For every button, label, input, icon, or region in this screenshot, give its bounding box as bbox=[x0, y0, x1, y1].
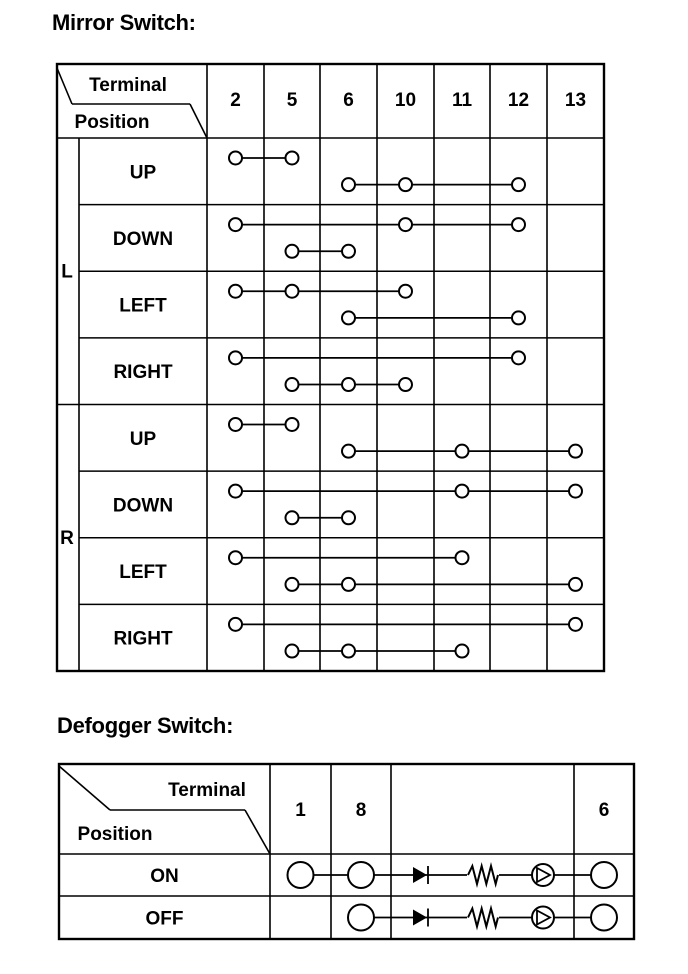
terminal-circle-12 bbox=[512, 351, 525, 364]
terminal-circle-6 bbox=[342, 311, 355, 324]
position-label: UP bbox=[129, 428, 157, 450]
terminal-circle-11 bbox=[456, 645, 469, 658]
terminal-circle-1 bbox=[288, 862, 314, 888]
header-diagonal bbox=[57, 68, 72, 104]
position-label: ON bbox=[150, 866, 179, 887]
terminal-circle-11 bbox=[456, 551, 469, 564]
terminal-header-6: 6 bbox=[343, 90, 354, 111]
terminal-circle-2 bbox=[229, 618, 242, 631]
terminal-circle-2 bbox=[229, 485, 242, 498]
terminal-circle-6 bbox=[342, 578, 355, 591]
diode-icon bbox=[413, 910, 427, 926]
position-label: UP bbox=[129, 162, 157, 184]
position-label: DOWN bbox=[112, 495, 174, 517]
terminal-header-1: 1 bbox=[295, 800, 306, 821]
terminal-circle-5 bbox=[286, 151, 299, 164]
terminal-circle-5 bbox=[286, 418, 299, 431]
terminal-circle-10 bbox=[399, 285, 412, 298]
header-diagonal bbox=[59, 766, 110, 810]
position-label: LEFT bbox=[119, 562, 167, 584]
terminal-circle-5 bbox=[286, 378, 299, 391]
terminal-circle-2 bbox=[229, 418, 242, 431]
header-diagonal-end bbox=[190, 104, 207, 138]
terminal-circle-6 bbox=[591, 862, 617, 888]
position-label: OFF bbox=[145, 908, 184, 930]
terminal-header-5: 5 bbox=[286, 90, 298, 111]
position-label: RIGHT bbox=[113, 628, 173, 650]
terminal-circle-13 bbox=[569, 618, 582, 631]
terminal-circle-6 bbox=[342, 178, 355, 191]
terminal-header-8: 8 bbox=[355, 800, 367, 821]
terminal-circle-13 bbox=[569, 485, 582, 498]
mirror-switch-title: Mirror Switch: bbox=[52, 10, 196, 35]
terminal-circle-11 bbox=[456, 485, 469, 498]
terminal-header-11: 11 bbox=[451, 90, 473, 111]
terminal-circle-6 bbox=[342, 511, 355, 524]
terminal-circle-2 bbox=[229, 218, 242, 231]
position-label: RIGHT bbox=[113, 362, 173, 384]
terminal-header-2: 2 bbox=[230, 90, 241, 111]
header-terminal-label: Terminal bbox=[89, 75, 167, 96]
terminal-header-6: 6 bbox=[598, 800, 610, 821]
terminal-circle-5 bbox=[286, 245, 299, 258]
diode-icon bbox=[413, 867, 427, 883]
defogger-switch-title: Defogger Switch: bbox=[57, 713, 234, 738]
terminal-circle-6 bbox=[342, 445, 355, 458]
terminal-circle-10 bbox=[399, 178, 412, 191]
terminal-circle-6 bbox=[342, 378, 355, 391]
terminal-circle-10 bbox=[399, 218, 412, 231]
terminal-header-13: 13 bbox=[564, 90, 587, 111]
terminal-circle-12 bbox=[512, 218, 525, 231]
header-position-label: Position bbox=[77, 824, 153, 845]
position-label: DOWN bbox=[112, 228, 174, 250]
terminal-circle-2 bbox=[229, 351, 242, 364]
group-label-R: R bbox=[60, 527, 74, 549]
terminal-circle-8 bbox=[348, 862, 374, 888]
terminal-circle-5 bbox=[286, 285, 299, 298]
position-label: LEFT bbox=[119, 295, 167, 317]
terminal-header-10: 10 bbox=[394, 90, 417, 111]
terminal-circle-2 bbox=[229, 285, 242, 298]
terminal-circle-13 bbox=[569, 445, 582, 458]
terminal-circle-12 bbox=[512, 311, 525, 324]
terminal-circle-10 bbox=[399, 378, 412, 391]
header-position-label: Position bbox=[74, 112, 150, 133]
terminal-circle-8 bbox=[348, 905, 374, 931]
terminal-circle-5 bbox=[286, 645, 299, 658]
terminal-circle-6 bbox=[591, 905, 617, 931]
terminal-circle-2 bbox=[229, 151, 242, 164]
terminal-circle-11 bbox=[456, 445, 469, 458]
terminal-circle-6 bbox=[342, 245, 355, 258]
header-terminal-label: Terminal bbox=[168, 780, 246, 801]
terminal-circle-2 bbox=[229, 551, 242, 564]
terminal-circle-5 bbox=[286, 578, 299, 591]
terminal-circle-6 bbox=[342, 645, 355, 658]
group-label-L: L bbox=[61, 261, 73, 283]
terminal-circle-13 bbox=[569, 578, 582, 591]
terminal-circle-5 bbox=[286, 511, 299, 524]
terminal-header-12: 12 bbox=[507, 90, 530, 111]
header-diagonal-end bbox=[245, 810, 270, 854]
terminal-circle-12 bbox=[512, 178, 525, 191]
